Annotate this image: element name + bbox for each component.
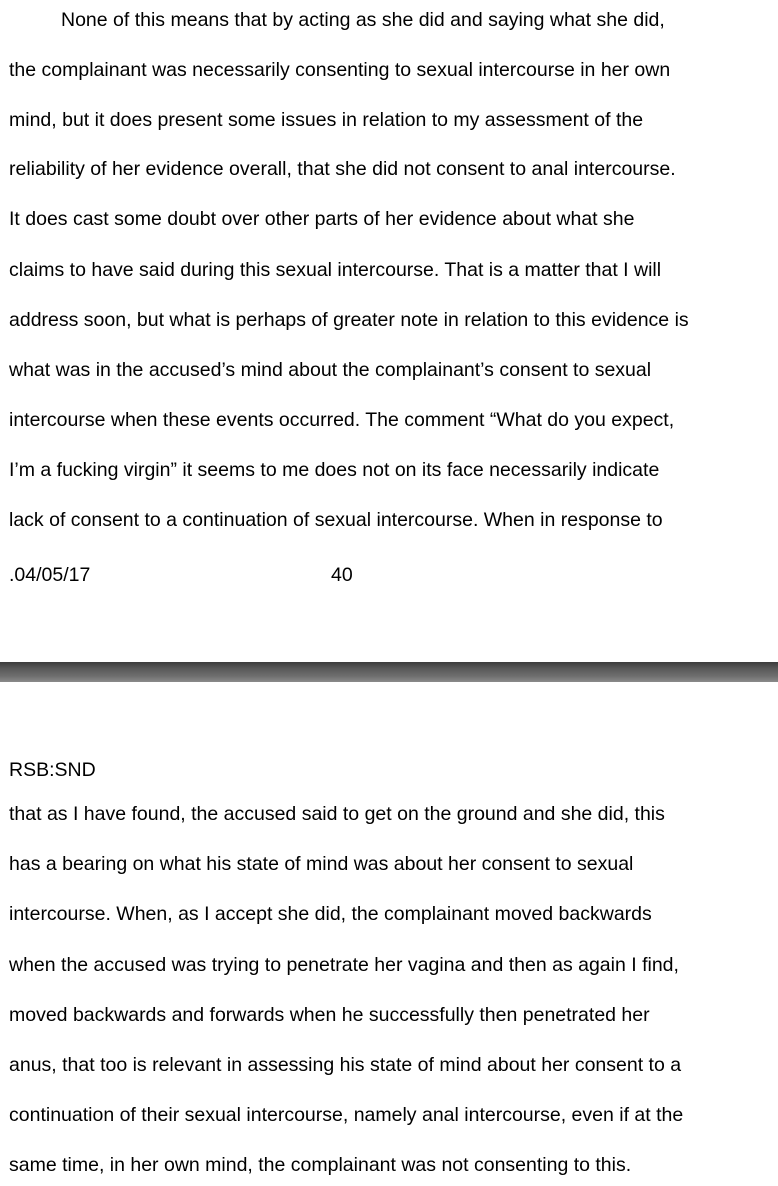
page-number: 40	[331, 564, 353, 586]
paragraph-line: continuation of their sexual intercourse, namely anal intercourse, even if at the	[9, 1104, 684, 1126]
paragraph-line: when the accused was trying to penetrate her vagina and then as again I find,	[9, 954, 679, 976]
header-code: RSB:SND	[9, 759, 96, 781]
paragraph-line: intercourse. When, as I accept she did, the complainant moved backwards	[9, 903, 652, 925]
paragraph-line: address soon, but what is perhaps of greater note in relation to this evidence is	[9, 309, 689, 331]
paragraph-line: moved backwards and forwards when he successfully then penetrated her	[9, 1004, 650, 1026]
paragraph-line: I’m a fucking virgin” it seems to me does not on its face necessarily indicate	[9, 459, 660, 481]
paragraph-line: what was in the accused’s mind about the complainant’s consent to sexual	[9, 359, 652, 381]
paragraph-line: the complainant was necessarily consenting to sexual intercourse in her own	[9, 59, 671, 81]
paragraph-line: claims to have said during this sexual intercourse. That is a matter that I will	[9, 259, 662, 281]
paragraph-line: has a bearing on what his state of mind was about her consent to sexual	[9, 853, 634, 875]
paragraph-line: mind, but it does present some issues in relation to my assessment of the	[9, 109, 644, 131]
document-page-bottom	[0, 682, 778, 1186]
paragraph-line: anus, that too is relevant in assessing his state of mind about her consent to a	[9, 1054, 682, 1076]
paragraph-line: reliability of her evidence overall, that she did not consent to anal intercourse.	[9, 158, 676, 180]
paragraph-line: lack of consent to a continuation of sexual intercourse. When in response to	[9, 509, 663, 531]
paragraph-line: that as I have found, the accused said to get on the ground and she did, this	[9, 803, 665, 825]
paragraph-line: same time, in her own mind, the complainant was not consenting to this.	[9, 1154, 632, 1176]
page-divider	[0, 662, 778, 682]
footer-date: .04/05/17	[9, 564, 91, 586]
paragraph-line: intercourse when these events occurred. The comment “What do you expect,	[9, 409, 675, 431]
paragraph-line: None of this means that by acting as she did and saying what she did,	[61, 9, 665, 31]
paragraph-line: It does cast some doubt over other parts of her evidence about what she	[9, 208, 635, 230]
